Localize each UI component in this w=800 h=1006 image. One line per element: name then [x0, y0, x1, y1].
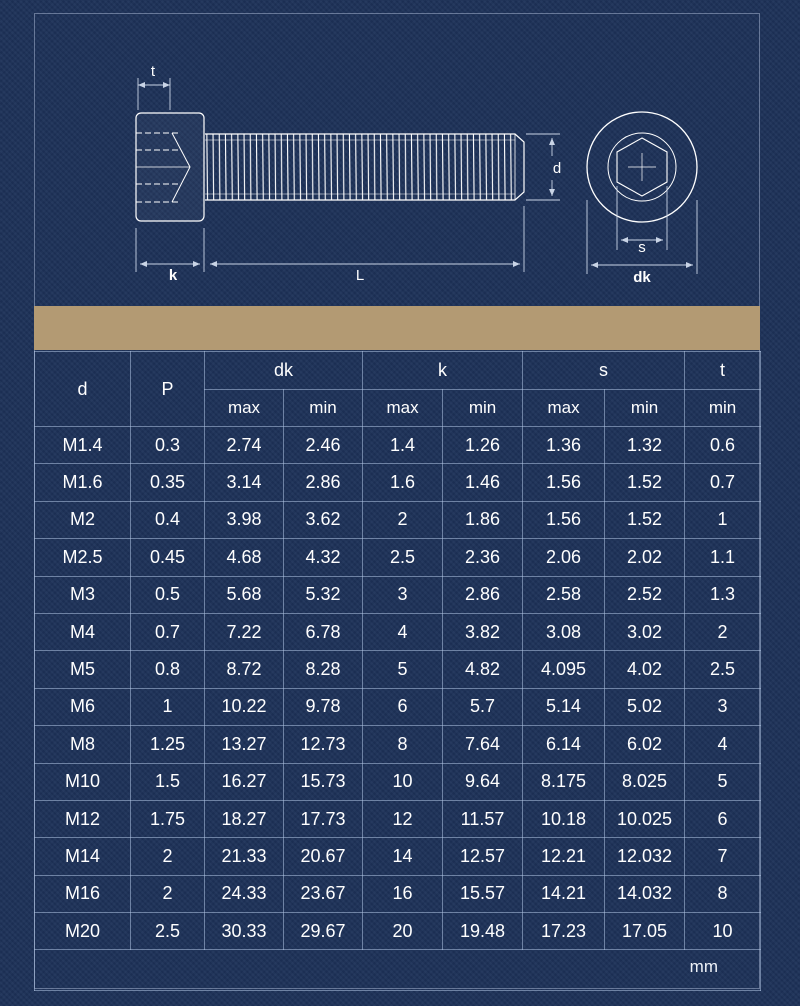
cell-s-max: 1.36 [523, 427, 605, 464]
cell-p: 0.7 [131, 613, 205, 650]
cell-d: M16 [35, 875, 131, 912]
cell-s-min: 17.05 [605, 913, 685, 950]
cell-p: 0.8 [131, 651, 205, 688]
cell-d: M1.6 [35, 464, 131, 501]
cell-d: M1.4 [35, 427, 131, 464]
cell-p: 0.4 [131, 501, 205, 538]
cell-s-min: 4.02 [605, 651, 685, 688]
cell-s-min: 5.02 [605, 688, 685, 725]
cell-t-min: 8 [685, 875, 761, 912]
cell-d: M2.5 [35, 539, 131, 576]
subheader-s-max: max [523, 390, 605, 427]
table-row [35, 576, 761, 613]
cell-k-max: 3 [363, 576, 443, 613]
cell-p: 1.25 [131, 726, 205, 763]
cell-d: M5 [35, 651, 131, 688]
cell-t-min: 5 [685, 763, 761, 800]
table-row [35, 464, 761, 501]
cell-p: 2 [131, 875, 205, 912]
cell-s-min: 8.025 [605, 763, 685, 800]
cell-s-max: 1.56 [523, 501, 605, 538]
cell-dk-min: 2.86 [284, 464, 363, 501]
label-dk: dk [633, 269, 651, 286]
cell-s-min: 2.52 [605, 576, 685, 613]
header-dk: dk [205, 352, 363, 390]
header-s: s [523, 352, 685, 390]
cell-s-min: 14.032 [605, 875, 685, 912]
table-row [35, 763, 761, 800]
label-d: d [552, 160, 562, 177]
table-row [35, 800, 761, 837]
cell-d: M20 [35, 913, 131, 950]
cell-s-min: 6.02 [605, 726, 685, 763]
table-row [35, 838, 761, 875]
cell-p: 0.45 [131, 539, 205, 576]
table-row [35, 688, 761, 725]
cell-p: 2 [131, 838, 205, 875]
cell-p: 0.5 [131, 576, 205, 613]
cell-d: M6 [35, 688, 131, 725]
cell-d: M12 [35, 800, 131, 837]
dimensions-table [34, 351, 761, 991]
cell-k-min: 15.57 [443, 875, 523, 912]
cell-t-min: 0.6 [685, 427, 761, 464]
cell-dk-min: 20.67 [284, 838, 363, 875]
subheader-dk-min: min [284, 390, 363, 427]
cell-dk-min: 9.78 [284, 688, 363, 725]
cell-dk-min: 23.67 [284, 875, 363, 912]
cell-dk-max: 13.27 [205, 726, 284, 763]
cell-dk-min: 17.73 [284, 800, 363, 837]
cell-s-min: 10.025 [605, 800, 685, 837]
label-L: L [355, 267, 365, 284]
cell-dk-min: 6.78 [284, 613, 363, 650]
cell-s-max: 14.21 [523, 875, 605, 912]
cell-dk-min: 5.32 [284, 576, 363, 613]
header-p: P [131, 352, 205, 427]
cell-k-max: 2.5 [363, 539, 443, 576]
unit-label: mm [689, 957, 718, 976]
cell-s-min: 2.02 [605, 539, 685, 576]
cell-t-min: 6 [685, 800, 761, 837]
cell-k-min: 3.82 [443, 613, 523, 650]
cell-dk-min: 4.32 [284, 539, 363, 576]
table-row [35, 427, 761, 464]
cell-dk-max: 2.74 [205, 427, 284, 464]
cell-k-max: 1.4 [363, 427, 443, 464]
cell-d: M8 [35, 726, 131, 763]
cell-p: 0.35 [131, 464, 205, 501]
cell-s-min: 12.032 [605, 838, 685, 875]
cell-s-max: 3.08 [523, 613, 605, 650]
cell-k-max: 2 [363, 501, 443, 538]
cell-dk-max: 5.68 [205, 576, 284, 613]
cell-dk-max: 24.33 [205, 875, 284, 912]
table-row [35, 726, 761, 763]
cell-k-max: 20 [363, 913, 443, 950]
cell-s-max: 8.175 [523, 763, 605, 800]
cell-t-min: 1 [685, 501, 761, 538]
cell-s-min: 1.52 [605, 501, 685, 538]
cell-t-min: 1.3 [685, 576, 761, 613]
cell-d: M2 [35, 501, 131, 538]
cell-k-max: 14 [363, 838, 443, 875]
cell-k-max: 6 [363, 688, 443, 725]
cell-dk-min: 15.73 [284, 763, 363, 800]
cell-k-min: 7.64 [443, 726, 523, 763]
cell-d: M14 [35, 838, 131, 875]
cell-dk-max: 10.22 [205, 688, 284, 725]
cell-k-min: 4.82 [443, 651, 523, 688]
cell-p: 1.75 [131, 800, 205, 837]
cell-dk-min: 2.46 [284, 427, 363, 464]
table-row [35, 501, 761, 538]
subheader-s-min: min [605, 390, 685, 427]
screw-diagram [0, 0, 800, 300]
cell-p: 0.3 [131, 427, 205, 464]
cell-k-min: 2.36 [443, 539, 523, 576]
cell-t-min: 10 [685, 913, 761, 950]
cell-p: 1.5 [131, 763, 205, 800]
cell-dk-max: 3.14 [205, 464, 284, 501]
cell-k-min: 1.26 [443, 427, 523, 464]
cell-d: M3 [35, 576, 131, 613]
cell-dk-max: 8.72 [205, 651, 284, 688]
label-k: k [168, 267, 178, 284]
table-row [35, 539, 761, 576]
cell-k-min: 1.86 [443, 501, 523, 538]
cell-s-min: 3.02 [605, 613, 685, 650]
cell-s-max: 1.56 [523, 464, 605, 501]
cell-k-min: 12.57 [443, 838, 523, 875]
tan-header-band [34, 306, 760, 350]
cell-k-min: 19.48 [443, 913, 523, 950]
cell-t-min: 2 [685, 613, 761, 650]
cell-dk-min: 8.28 [284, 651, 363, 688]
cell-k-max: 1.6 [363, 464, 443, 501]
cell-dk-min: 12.73 [284, 726, 363, 763]
cell-s-max: 12.21 [523, 838, 605, 875]
cell-s-max: 2.06 [523, 539, 605, 576]
cell-s-max: 5.14 [523, 688, 605, 725]
cell-k-max: 10 [363, 763, 443, 800]
cell-k-min: 5.7 [443, 688, 523, 725]
cell-t-min: 2.5 [685, 651, 761, 688]
label-t: t [150, 63, 156, 80]
cell-s-max: 10.18 [523, 800, 605, 837]
table-row [35, 651, 761, 688]
cell-s-max: 2.58 [523, 576, 605, 613]
cell-t-min: 3 [685, 688, 761, 725]
cell-t-min: 1.1 [685, 539, 761, 576]
cell-s-max: 17.23 [523, 913, 605, 950]
cell-k-max: 4 [363, 613, 443, 650]
subheader-k-min: min [443, 390, 523, 427]
cell-t-min: 4 [685, 726, 761, 763]
cell-dk-max: 4.68 [205, 539, 284, 576]
cell-k-min: 2.86 [443, 576, 523, 613]
cell-s-min: 1.52 [605, 464, 685, 501]
cell-dk-max: 3.98 [205, 501, 284, 538]
table-row [35, 875, 761, 912]
cell-k-max: 16 [363, 875, 443, 912]
label-s: s [638, 239, 646, 256]
table-footer [35, 950, 761, 991]
table-row [35, 613, 761, 650]
header-d: d [35, 352, 131, 427]
cell-dk-max: 16.27 [205, 763, 284, 800]
cell-k-min: 9.64 [443, 763, 523, 800]
subheader-dk-max: max [205, 390, 284, 427]
cell-dk-max: 21.33 [205, 838, 284, 875]
header-t: t [685, 352, 761, 390]
cell-dk-max: 30.33 [205, 913, 284, 950]
cell-t-min: 0.7 [685, 464, 761, 501]
cell-dk-max: 18.27 [205, 800, 284, 837]
cell-k-max: 8 [363, 726, 443, 763]
cell-t-min: 7 [685, 838, 761, 875]
cell-s-max: 6.14 [523, 726, 605, 763]
header-k: k [363, 352, 523, 390]
cell-s-min: 1.32 [605, 427, 685, 464]
cell-s-max: 4.095 [523, 651, 605, 688]
cell-d: M4 [35, 613, 131, 650]
subheader-t-min: min [685, 390, 761, 427]
cell-dk-min: 3.62 [284, 501, 363, 538]
cell-k-min: 1.46 [443, 464, 523, 501]
table-row [35, 913, 761, 950]
cell-dk-min: 29.67 [284, 913, 363, 950]
subheader-k-max: max [363, 390, 443, 427]
cell-dk-max: 7.22 [205, 613, 284, 650]
cell-d: M10 [35, 763, 131, 800]
cell-p: 2.5 [131, 913, 205, 950]
cell-k-max: 12 [363, 800, 443, 837]
cell-k-min: 11.57 [443, 800, 523, 837]
cell-p: 1 [131, 688, 205, 725]
cell-k-max: 5 [363, 651, 443, 688]
